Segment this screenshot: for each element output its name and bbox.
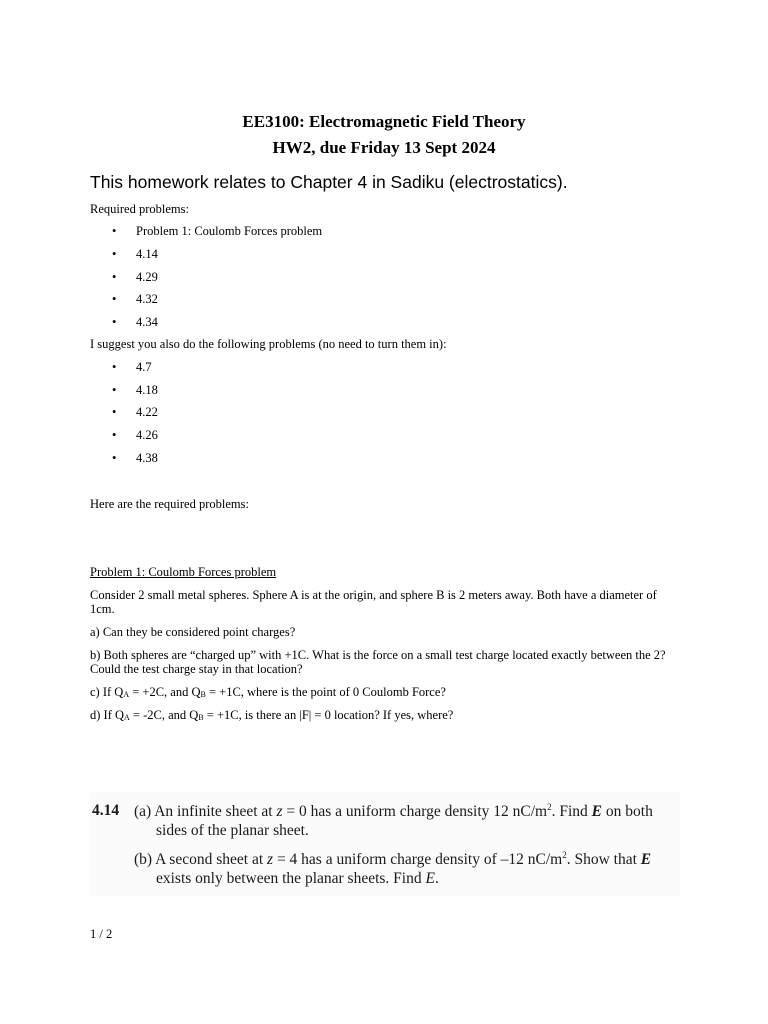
list-item: • 4.34 [112, 315, 158, 329]
list-item: • 4.32 [112, 292, 158, 306]
list-item: • Problem 1: Coulomb Forces problem [112, 224, 323, 238]
excerpt-part-b-line2: exists only between the planar sheets. Find E. [156, 870, 439, 887]
problem1-part-a: a) Can they be considered point charges? [90, 625, 296, 639]
required-problems-header: Here are the required problems: [90, 497, 249, 511]
list-item: • 4.38 [112, 451, 158, 465]
intro-text: This homework relates to Chapter 4 in Sadiku (electrostatics). [90, 172, 568, 192]
list-item: • 4.7 [112, 360, 152, 374]
list-item: • 4.14 [112, 247, 158, 261]
page-number: 1 / 2 [90, 927, 113, 941]
list-item: • 4.29 [112, 270, 158, 284]
problem1-description: Consider 2 small metal spheres. Sphere A is at the origin, and sphere B is 2 meters away. Both have a diameter of 1cm. [90, 588, 657, 616]
list-item: • 4.18 [112, 383, 158, 397]
homework-title: HW2, due Friday 13 Sept 2024 [272, 138, 496, 157]
required-label: Required problems: [90, 202, 189, 216]
problem1-part-d: d) If $Q_A = -2C$, and $Q_B = +1C$, is there an |F| = 0 location? If yes, where? [90, 708, 454, 722]
textbook-excerpt-4-14 [90, 792, 680, 896]
excerpt-part-a-line2: sides of the planar sheet. [156, 822, 309, 839]
list-item: • 4.22 [112, 405, 158, 419]
excerpt-problem-number: 4.14 [92, 802, 120, 819]
problem1-part-c: c) If $Q_A = +2C$, and $Q_B = +1C$, where is the point of 0 Coulomb Force? [90, 685, 446, 699]
problem1-part-b: b) Both spheres are “charged up” with +1C. What is the force on a small test charge located exactly between the 2? Could the test charge stay in that location? [90, 648, 666, 676]
course-title: EE3100: Electromagnetic Field Theory [242, 112, 526, 131]
suggested-label: I suggest you also do the following problems (no need to turn them in): [90, 337, 447, 351]
excerpt-part-a: (a) An infinite sheet at z = 0 has a uniform charge density 12 $nC/m^2$. Find E on both [134, 802, 653, 820]
list-item: • 4.26 [112, 428, 158, 442]
problem1-title: Problem 1: Coulomb Forces problem [90, 565, 277, 579]
excerpt-part-b: (b) A second sheet at z = 4 has a uniform charge density of –12 $nC/m^2$. Show that E [134, 850, 652, 868]
